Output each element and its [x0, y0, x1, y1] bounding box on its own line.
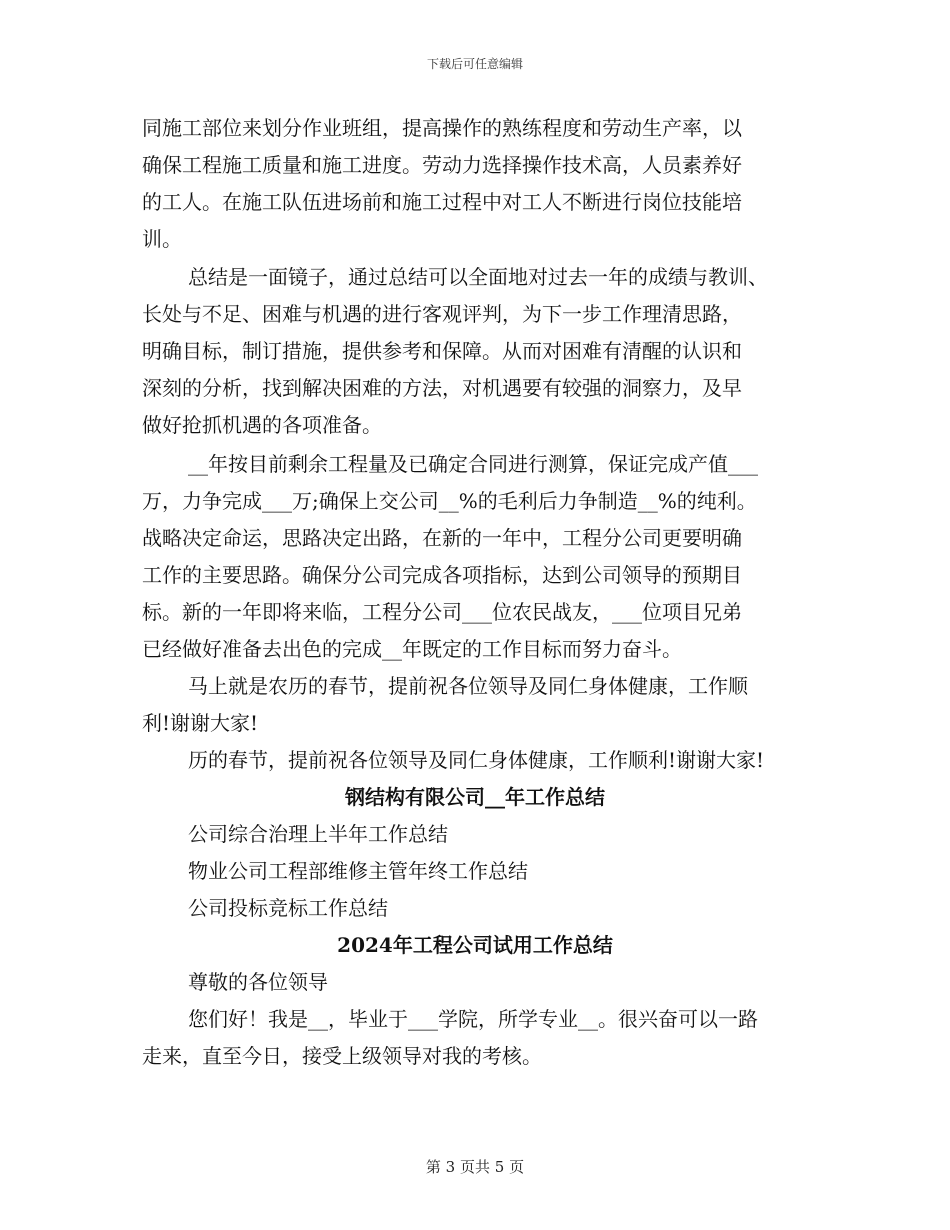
- related-link[interactable]: 物业公司工程部维修主管年终工作总结: [188, 859, 528, 883]
- paragraph-line: 同施工部位来划分作业班组，提高操作的熟练程度和劳动生产率，以: [142, 116, 742, 140]
- paragraph-line: 马上就是农历的春节，提前祝各位领导及同仁身体健康，工作顺: [188, 674, 748, 698]
- paragraph-line: 确保工程施工质量和施工进度。劳动力选择操作技术高，人员素养好: [142, 153, 742, 177]
- greeting: 尊敬的各位领导: [188, 970, 328, 994]
- paragraph-line: 走来，直至今日，接受上级领导对我的考核。: [142, 1044, 542, 1068]
- paragraph-line: 历的春节，提前祝各位领导及同仁身体健康，工作顺利!谢谢大家!: [188, 748, 765, 772]
- paragraph-line: __年按目前剩余工程量及已确定合同进行测算，保证完成产值___: [188, 452, 758, 476]
- page-footer: 第 3 页共 5 页: [425, 1158, 525, 1176]
- paragraph-line: 战略决定命运，思路决定出路，在新的一年中，工程分公司更要明确: [142, 526, 742, 550]
- paragraph-line: 利!谢谢大家!: [142, 711, 259, 735]
- section-title: 钢结构有限公司__年工作总结: [345, 785, 605, 809]
- paragraph-line: 工作的主要思路。确保分公司完成各项指标，达到公司领导的预期目: [142, 563, 742, 587]
- page-header: 下载后可任意编辑: [426, 57, 523, 71]
- paragraph-line: 已经做好准备去出色的完成__年既定的工作目标而努力奋斗。: [142, 637, 682, 661]
- paragraph-line: 万，力争完成___万;确保上交公司__%的毛利后力争制造__%的纯利。: [142, 489, 757, 513]
- related-link[interactable]: 公司综合治理上半年工作总结: [188, 822, 448, 846]
- paragraph-line: 标。新的一年即将来临，工程分公司___位农民战友，___位项目兄弟: [142, 600, 742, 624]
- paragraph-line: 深刻的分析，找到解决困难的方法，对机遇要有较强的洞察力，及早: [142, 376, 742, 400]
- paragraph-line: 您们好！我是__，毕业于___学院，所学专业__。很兴奋可以一路: [188, 1007, 758, 1031]
- paragraph-line: 明确目标，制订措施，提供参考和保障。从而对困难有清醒的认识和: [142, 339, 742, 363]
- paragraph-line: 长处与不足、困难与机遇的进行客观评判，为下一步工作理清思路，: [142, 302, 742, 326]
- paragraph-line: 的工人。在施工队伍进场前和施工过程中对工人不断进行岗位技能培: [142, 190, 742, 214]
- paragraph-line: 做好抢抓机遇的各项准备。: [142, 413, 382, 437]
- related-link[interactable]: 公司投标竞标工作总结: [188, 896, 388, 920]
- paragraph-line: 总结是一面镜子，通过总结可以全面地对过去一年的成绩与教训、: [188, 265, 768, 289]
- section-title: 2024年工程公司试用工作总结: [337, 933, 613, 957]
- paragraph-line: 训。: [142, 227, 182, 251]
